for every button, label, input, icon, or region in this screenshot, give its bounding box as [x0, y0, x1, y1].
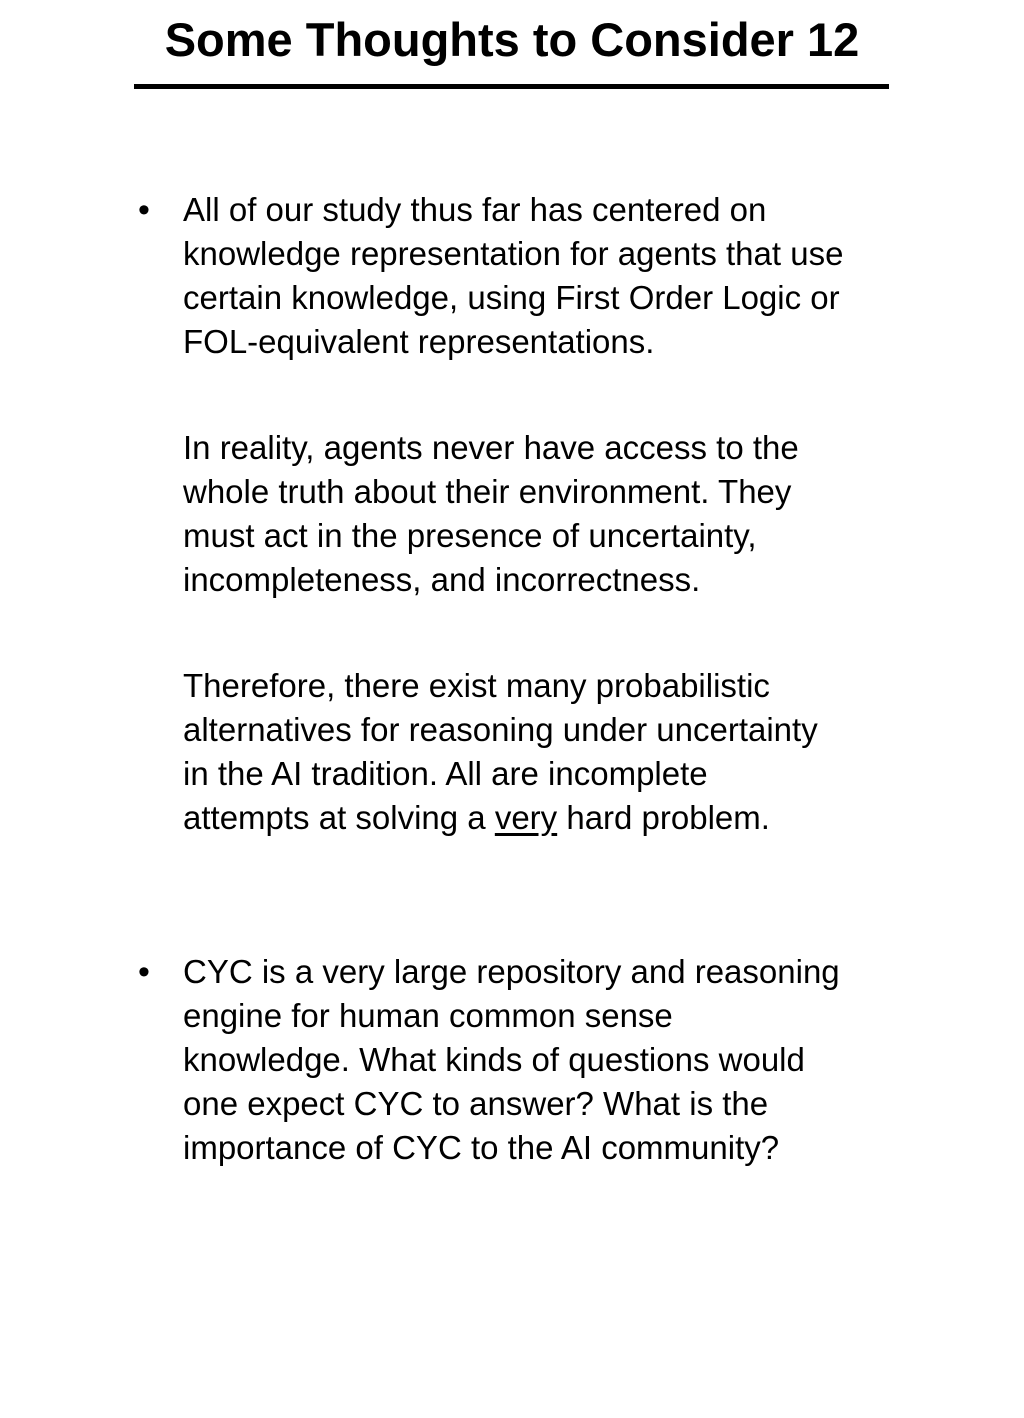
bullet-2	[183, 950, 943, 1170]
emphasis-underlined-word: very	[494, 799, 558, 836]
bullet-2-paragraph-1: CYC is a very large repository and reasoning engine for human common sense knowledge. What kinds of questions would one expect CYC to answer? What is the importance of CYC to the AI community?	[183, 953, 840, 1166]
bullet-1	[183, 188, 943, 840]
bullet-1-paragraph-1: All of our study thus far has centered on knowledge representation for agents that use certain knowledge, using First Order Logic or FOL-equivalent representations.	[183, 191, 844, 360]
title-underline-rule	[134, 84, 889, 89]
paragraph-3-text-after: hard problem.	[557, 799, 770, 836]
bullet-1-paragraph-3	[183, 664, 943, 840]
bullet-marker-2: •	[138, 953, 150, 991]
slide-title: Some Thoughts to Consider 12	[164, 13, 860, 66]
bullet-marker-1: •	[138, 191, 150, 229]
bullet-1-paragraph-2: In reality, agents never have access to the whole truth about their environment. They must act in the presence of uncertainty, incompleteness, and incorrectness.	[183, 429, 799, 598]
paragraph-3-text-before: Therefore, there exist many probabilistic alternatives for reasoning under uncertainty in the AI tradition. All are incomplete attempts at solving a	[183, 667, 818, 836]
